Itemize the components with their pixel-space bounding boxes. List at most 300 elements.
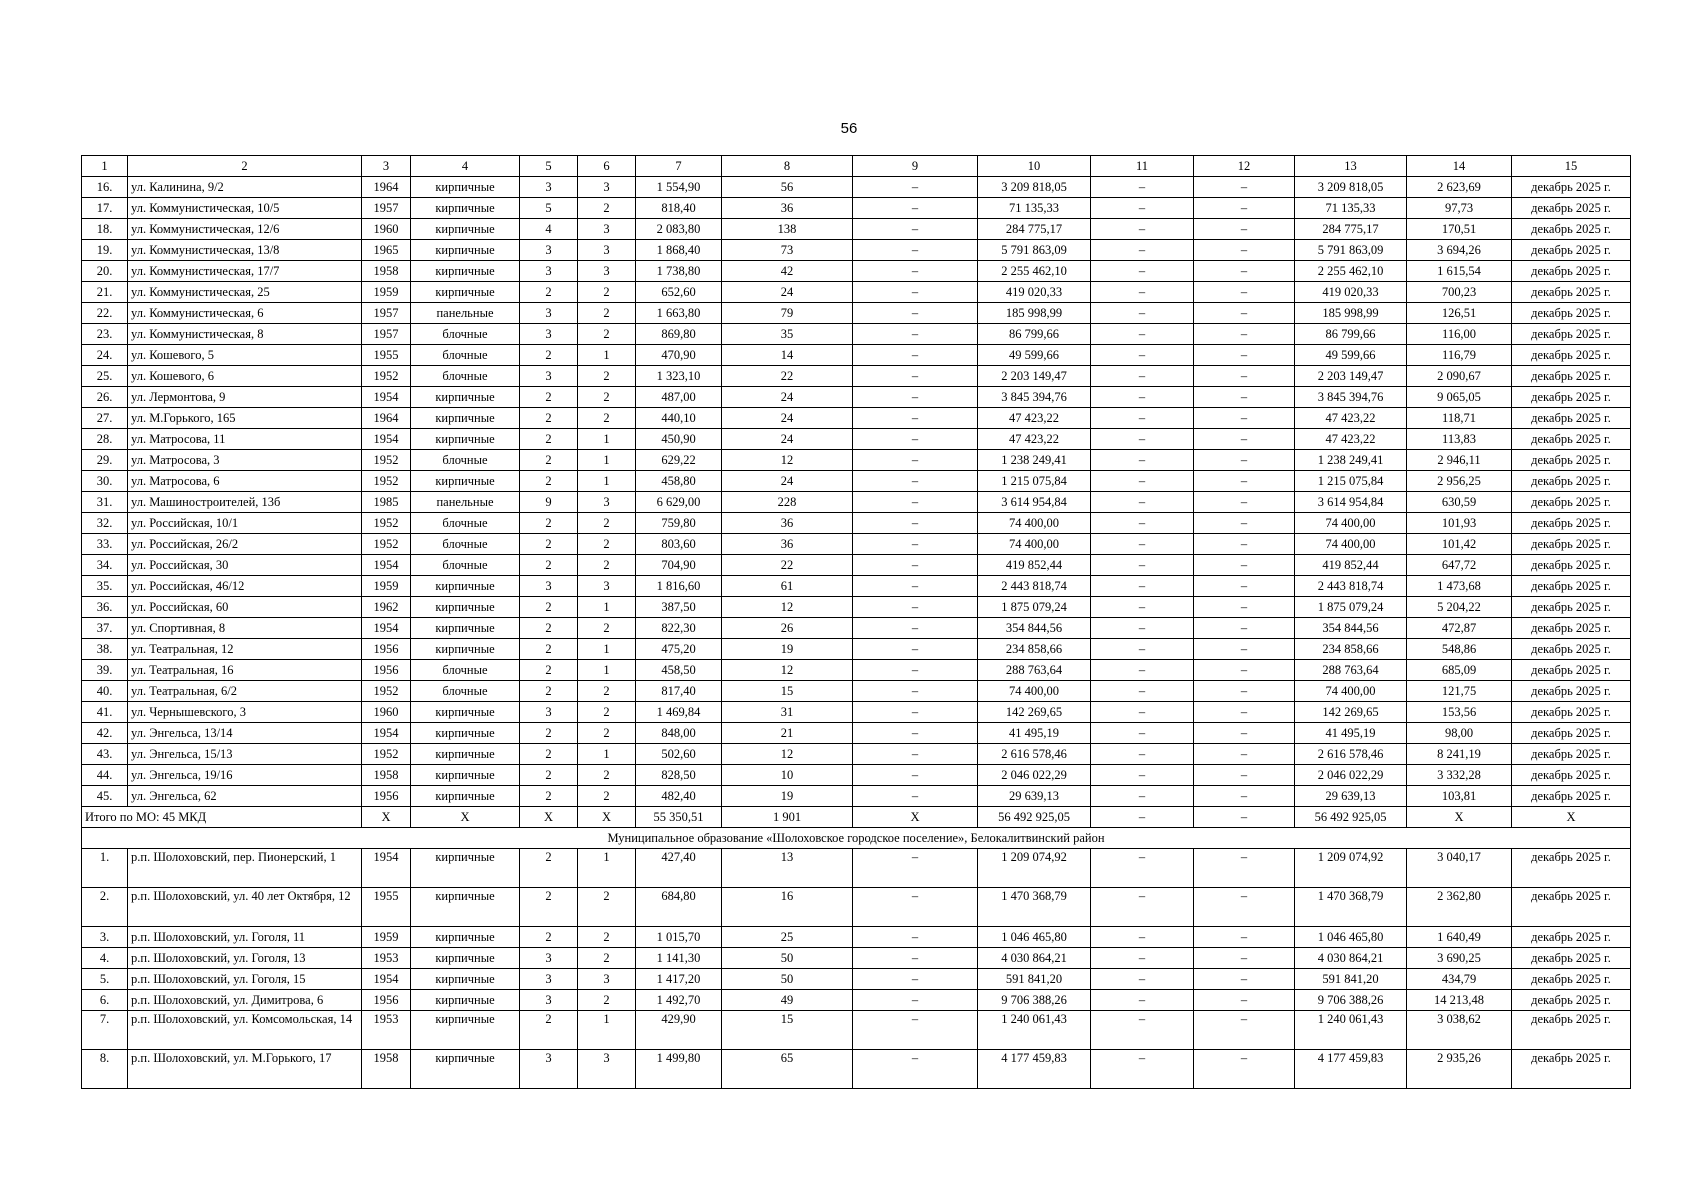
cell-residents: 36	[722, 513, 853, 534]
cell-cost-total: 354 844,56	[978, 618, 1091, 639]
cell-address: ул. Российская, 26/2	[128, 534, 362, 555]
cell-address: ул. Кошевого, 5	[128, 345, 362, 366]
cell-col-11: –	[1091, 450, 1194, 471]
cell-entrances: 2	[578, 408, 636, 429]
cell-completion-date: декабрь 2025 г.	[1512, 702, 1631, 723]
cell-completion-date: декабрь 2025 г.	[1512, 618, 1631, 639]
cell-col-11: –	[1091, 681, 1194, 702]
section-row	[82, 828, 1631, 849]
cell-cost-fund: 1 240 061,43	[1295, 1011, 1407, 1050]
cell-completion-date: декабрь 2025 г.	[1512, 969, 1631, 990]
total-cell: –	[1091, 807, 1194, 828]
cell-cost-fund: 47 423,22	[1295, 408, 1407, 429]
cell-cost-per-m2: 101,42	[1407, 534, 1512, 555]
cell-address: ул. Энгельса, 19/16	[128, 765, 362, 786]
cell-cost-total: 2 203 149,47	[978, 366, 1091, 387]
cell-cost-fund: 49 599,66	[1295, 345, 1407, 366]
cell-wall-material: кирпичные	[411, 888, 520, 927]
cell-cost-total: 3 614 954,84	[978, 492, 1091, 513]
cell-col-12: –	[1194, 1011, 1295, 1050]
cell-cost-per-m2: 2 090,67	[1407, 366, 1512, 387]
cell-row-number: 28.	[82, 429, 128, 450]
cell-wall-material: кирпичные	[411, 597, 520, 618]
cell-cost-fund: 74 400,00	[1295, 513, 1407, 534]
cell-wall-material: кирпичные	[411, 702, 520, 723]
cell-year-built: 1952	[362, 450, 411, 471]
column-header-12: 12	[1194, 156, 1295, 177]
cell-residents: 25	[722, 927, 853, 948]
cell-col-9: –	[853, 744, 978, 765]
cell-cost-total: 1 240 061,43	[978, 1011, 1091, 1050]
cell-year-built: 1955	[362, 888, 411, 927]
cell-residents: 228	[722, 492, 853, 513]
cell-address: ул. Матросова, 3	[128, 450, 362, 471]
cell-entrances: 1	[578, 345, 636, 366]
cell-cost-total: 2 046 022,29	[978, 765, 1091, 786]
cell-cost-per-m2: 170,51	[1407, 219, 1512, 240]
cell-cost-total: 4 030 864,21	[978, 948, 1091, 969]
cell-year-built: 1954	[362, 723, 411, 744]
cell-col-12: –	[1194, 513, 1295, 534]
column-header-8: 8	[722, 156, 853, 177]
cell-area: 458,50	[636, 660, 722, 681]
cell-area: 1 663,80	[636, 303, 722, 324]
cell-col-12: –	[1194, 408, 1295, 429]
cell-col-12: –	[1194, 639, 1295, 660]
cell-address: ул. Кошевого, 6	[128, 366, 362, 387]
cell-floors: 2	[520, 597, 578, 618]
cell-year-built: 1952	[362, 534, 411, 555]
cell-col-11: –	[1091, 765, 1194, 786]
cell-cost-per-m2: 116,00	[1407, 324, 1512, 345]
cell-floors: 9	[520, 492, 578, 513]
cell-row-number: 5.	[82, 969, 128, 990]
cell-cost-per-m2: 126,51	[1407, 303, 1512, 324]
cell-col-9: –	[853, 450, 978, 471]
cell-row-number: 32.	[82, 513, 128, 534]
cell-completion-date: декабрь 2025 г.	[1512, 471, 1631, 492]
cell-area: 1 738,80	[636, 261, 722, 282]
cell-col-9: –	[853, 303, 978, 324]
cell-area: 440,10	[636, 408, 722, 429]
cell-col-9: –	[853, 849, 978, 888]
cell-wall-material: кирпичные	[411, 198, 520, 219]
cell-col-12: –	[1194, 240, 1295, 261]
cell-entrances: 2	[578, 702, 636, 723]
cell-cost-per-m2: 101,93	[1407, 513, 1512, 534]
table-row	[82, 534, 1631, 555]
cell-cost-total: 2 616 578,46	[978, 744, 1091, 765]
cell-col-11: –	[1091, 849, 1194, 888]
cell-cost-total: 1 209 074,92	[978, 849, 1091, 888]
cell-floors: 3	[520, 324, 578, 345]
cell-wall-material: кирпичные	[411, 1011, 520, 1050]
cell-floors: 2	[520, 450, 578, 471]
table-row	[82, 765, 1631, 786]
cell-cost-fund: 1 238 249,41	[1295, 450, 1407, 471]
cell-address: ул. Коммунистическая, 10/5	[128, 198, 362, 219]
cell-row-number: 35.	[82, 576, 128, 597]
table-row	[82, 177, 1631, 198]
cell-floors: 2	[520, 660, 578, 681]
cell-year-built: 1954	[362, 555, 411, 576]
cell-floors: 2	[520, 786, 578, 807]
cell-wall-material: кирпичные	[411, 927, 520, 948]
cell-row-number: 29.	[82, 450, 128, 471]
cell-entrances: 1	[578, 1011, 636, 1050]
cell-col-9: –	[853, 597, 978, 618]
cell-col-11: –	[1091, 198, 1194, 219]
cell-address: р.п. Шолоховский, пер. Пионерский, 1	[128, 849, 362, 888]
cell-completion-date: декабрь 2025 г.	[1512, 492, 1631, 513]
cell-cost-total: 288 763,64	[978, 660, 1091, 681]
cell-area: 2 083,80	[636, 219, 722, 240]
cell-address: р.п. Шолоховский, ул. Гоголя, 13	[128, 948, 362, 969]
cell-address: ул. Российская, 60	[128, 597, 362, 618]
cell-col-12: –	[1194, 786, 1295, 807]
cell-cost-total: 3 845 394,76	[978, 387, 1091, 408]
cell-entrances: 1	[578, 450, 636, 471]
cell-col-11: –	[1091, 948, 1194, 969]
cell-floors: 2	[520, 618, 578, 639]
cell-area: 470,90	[636, 345, 722, 366]
cell-address: р.п. Шолоховский, ул. Гоголя, 11	[128, 927, 362, 948]
cell-area: 1 868,40	[636, 240, 722, 261]
table-row	[82, 618, 1631, 639]
cell-residents: 26	[722, 618, 853, 639]
cell-completion-date: декабрь 2025 г.	[1512, 765, 1631, 786]
cell-address: ул. Российская, 10/1	[128, 513, 362, 534]
cell-completion-date: декабрь 2025 г.	[1512, 888, 1631, 927]
cell-entrances: 1	[578, 639, 636, 660]
cell-row-number: 19.	[82, 240, 128, 261]
cell-row-number: 33.	[82, 534, 128, 555]
cell-residents: 19	[722, 786, 853, 807]
cell-row-number: 2.	[82, 888, 128, 927]
cell-area: 1 816,60	[636, 576, 722, 597]
cell-col-12: –	[1194, 849, 1295, 888]
cell-address: ул. Энгельса, 15/13	[128, 744, 362, 765]
cell-entrances: 1	[578, 597, 636, 618]
cell-entrances: 2	[578, 198, 636, 219]
cell-wall-material: кирпичные	[411, 177, 520, 198]
cell-row-number: 38.	[82, 639, 128, 660]
cell-cost-fund: 4 030 864,21	[1295, 948, 1407, 969]
cell-row-number: 8.	[82, 1050, 128, 1089]
cell-year-built: 1960	[362, 219, 411, 240]
cell-cost-per-m2: 121,75	[1407, 681, 1512, 702]
cell-row-number: 7.	[82, 1011, 128, 1050]
cell-area: 1 469,84	[636, 702, 722, 723]
cell-col-9: –	[853, 576, 978, 597]
total-cell: X	[853, 807, 978, 828]
cell-completion-date: декабрь 2025 г.	[1512, 513, 1631, 534]
cell-col-9: –	[853, 618, 978, 639]
cell-cost-fund: 74 400,00	[1295, 534, 1407, 555]
cell-col-11: –	[1091, 408, 1194, 429]
cell-entrances: 3	[578, 240, 636, 261]
cell-residents: 16	[722, 888, 853, 927]
cell-row-number: 4.	[82, 948, 128, 969]
cell-address: ул. Спортивная, 8	[128, 618, 362, 639]
cell-area: 803,60	[636, 534, 722, 555]
cell-row-number: 1.	[82, 849, 128, 888]
table-row	[82, 219, 1631, 240]
table-body	[82, 156, 1631, 1089]
cell-residents: 13	[722, 849, 853, 888]
cell-cost-fund: 288 763,64	[1295, 660, 1407, 681]
cell-area: 502,60	[636, 744, 722, 765]
cell-col-12: –	[1194, 261, 1295, 282]
cell-area: 1 492,70	[636, 990, 722, 1011]
cell-address: ул. Коммунистическая, 8	[128, 324, 362, 345]
cell-col-11: –	[1091, 639, 1194, 660]
cell-area: 1 323,10	[636, 366, 722, 387]
cell-floors: 3	[520, 1050, 578, 1089]
cell-wall-material: блочные	[411, 366, 520, 387]
cell-residents: 12	[722, 597, 853, 618]
cell-cost-total: 1 470 368,79	[978, 888, 1091, 927]
cell-floors: 2	[520, 471, 578, 492]
cell-cost-per-m2: 1 640,49	[1407, 927, 1512, 948]
table-row	[82, 849, 1631, 888]
cell-col-11: –	[1091, 1050, 1194, 1089]
cell-row-number: 27.	[82, 408, 128, 429]
cell-entrances: 2	[578, 555, 636, 576]
table-row	[82, 303, 1631, 324]
cell-floors: 5	[520, 198, 578, 219]
cell-cost-fund: 234 858,66	[1295, 639, 1407, 660]
cell-col-11: –	[1091, 969, 1194, 990]
total-cell: X	[1407, 807, 1512, 828]
cell-cost-total: 47 423,22	[978, 429, 1091, 450]
cell-col-11: –	[1091, 177, 1194, 198]
cell-residents: 73	[722, 240, 853, 261]
total-cell: X	[520, 807, 578, 828]
cell-address: ул. М.Горького, 165	[128, 408, 362, 429]
cell-area: 487,00	[636, 387, 722, 408]
cell-col-9: –	[853, 471, 978, 492]
cell-row-number: 45.	[82, 786, 128, 807]
cell-cost-fund: 71 135,33	[1295, 198, 1407, 219]
cell-cost-per-m2: 8 241,19	[1407, 744, 1512, 765]
cell-col-12: –	[1194, 660, 1295, 681]
cell-col-12: –	[1194, 948, 1295, 969]
cell-col-11: –	[1091, 219, 1194, 240]
cell-year-built: 1952	[362, 366, 411, 387]
cell-cost-per-m2: 548,86	[1407, 639, 1512, 660]
cell-completion-date: декабрь 2025 г.	[1512, 450, 1631, 471]
cell-row-number: 6.	[82, 990, 128, 1011]
cell-residents: 50	[722, 948, 853, 969]
cell-col-11: –	[1091, 723, 1194, 744]
cell-cost-total: 185 998,99	[978, 303, 1091, 324]
cell-completion-date: декабрь 2025 г.	[1512, 282, 1631, 303]
cell-area: 450,90	[636, 429, 722, 450]
cell-floors: 2	[520, 1011, 578, 1050]
cell-residents: 24	[722, 282, 853, 303]
cell-col-9: –	[853, 429, 978, 450]
cell-area: 387,50	[636, 597, 722, 618]
cell-year-built: 1957	[362, 324, 411, 345]
cell-cost-fund: 5 791 863,09	[1295, 240, 1407, 261]
cell-residents: 65	[722, 1050, 853, 1089]
cell-cost-fund: 2 203 149,47	[1295, 366, 1407, 387]
cell-col-11: –	[1091, 1011, 1194, 1050]
cell-cost-per-m2: 1 473,68	[1407, 576, 1512, 597]
table-row	[82, 471, 1631, 492]
cell-cost-fund: 1 470 368,79	[1295, 888, 1407, 927]
cell-address: ул. Матросова, 6	[128, 471, 362, 492]
cell-col-9: –	[853, 219, 978, 240]
cell-cost-per-m2: 116,79	[1407, 345, 1512, 366]
cell-cost-total: 74 400,00	[978, 681, 1091, 702]
cell-entrances: 2	[578, 282, 636, 303]
cell-floors: 3	[520, 261, 578, 282]
cell-row-number: 30.	[82, 471, 128, 492]
table-row	[82, 198, 1631, 219]
cell-year-built: 1955	[362, 345, 411, 366]
cell-area: 652,60	[636, 282, 722, 303]
cell-year-built: 1952	[362, 471, 411, 492]
cell-row-number: 25.	[82, 366, 128, 387]
cell-col-9: –	[853, 702, 978, 723]
cell-row-number: 22.	[82, 303, 128, 324]
cell-year-built: 1962	[362, 597, 411, 618]
cell-address: р.п. Шолоховский, ул. Гоголя, 15	[128, 969, 362, 990]
cell-col-11: –	[1091, 324, 1194, 345]
cell-entrances: 3	[578, 576, 636, 597]
cell-cost-per-m2: 434,79	[1407, 969, 1512, 990]
cell-col-12: –	[1194, 576, 1295, 597]
cell-cost-per-m2: 630,59	[1407, 492, 1512, 513]
cell-cost-per-m2: 153,56	[1407, 702, 1512, 723]
cell-floors: 3	[520, 948, 578, 969]
table-row	[82, 969, 1631, 990]
cell-wall-material: кирпичные	[411, 786, 520, 807]
total-cell: 55 350,51	[636, 807, 722, 828]
cell-year-built: 1957	[362, 303, 411, 324]
cell-cost-fund: 1 209 074,92	[1295, 849, 1407, 888]
table-row	[82, 387, 1631, 408]
cell-cost-per-m2: 2 362,80	[1407, 888, 1512, 927]
cell-wall-material: кирпичные	[411, 1050, 520, 1089]
cell-entrances: 2	[578, 681, 636, 702]
cell-year-built: 1956	[362, 786, 411, 807]
cell-year-built: 1956	[362, 639, 411, 660]
cell-cost-fund: 3 614 954,84	[1295, 492, 1407, 513]
cell-cost-total: 74 400,00	[978, 534, 1091, 555]
cell-year-built: 1954	[362, 387, 411, 408]
cell-residents: 12	[722, 660, 853, 681]
cell-row-number: 42.	[82, 723, 128, 744]
cell-completion-date: декабрь 2025 г.	[1512, 408, 1631, 429]
cell-address: ул. Машиностроителей, 13б	[128, 492, 362, 513]
cell-cost-fund: 419 020,33	[1295, 282, 1407, 303]
cell-cost-fund: 354 844,56	[1295, 618, 1407, 639]
cell-floors: 2	[520, 765, 578, 786]
total-label: Итого по МО: 45 МКД	[82, 807, 362, 828]
cell-completion-date: декабрь 2025 г.	[1512, 261, 1631, 282]
cell-cost-total: 591 841,20	[978, 969, 1091, 990]
cell-col-12: –	[1194, 345, 1295, 366]
cell-cost-per-m2: 14 213,48	[1407, 990, 1512, 1011]
cell-floors: 3	[520, 990, 578, 1011]
cell-floors: 2	[520, 429, 578, 450]
cell-cost-total: 2 443 818,74	[978, 576, 1091, 597]
cell-col-11: –	[1091, 261, 1194, 282]
cell-residents: 22	[722, 555, 853, 576]
cell-col-12: –	[1194, 888, 1295, 927]
cell-entrances: 2	[578, 366, 636, 387]
table-row	[82, 597, 1631, 618]
cell-entrances: 2	[578, 765, 636, 786]
cell-residents: 14	[722, 345, 853, 366]
cell-floors: 2	[520, 744, 578, 765]
cell-col-12: –	[1194, 969, 1295, 990]
cell-col-12: –	[1194, 723, 1295, 744]
cell-entrances: 2	[578, 513, 636, 534]
cell-floors: 2	[520, 927, 578, 948]
cell-cost-fund: 1 215 075,84	[1295, 471, 1407, 492]
cell-area: 1 554,90	[636, 177, 722, 198]
cell-col-12: –	[1194, 990, 1295, 1011]
cell-wall-material: кирпичные	[411, 471, 520, 492]
cell-wall-material: кирпичные	[411, 219, 520, 240]
cell-row-number: 3.	[82, 927, 128, 948]
cell-cost-total: 47 423,22	[978, 408, 1091, 429]
cell-year-built: 1952	[362, 744, 411, 765]
cell-row-number: 37.	[82, 618, 128, 639]
cell-col-9: –	[853, 492, 978, 513]
cell-completion-date: декабрь 2025 г.	[1512, 660, 1631, 681]
cell-cost-total: 4 177 459,83	[978, 1050, 1091, 1089]
cell-area: 6 629,00	[636, 492, 722, 513]
cell-year-built: 1959	[362, 927, 411, 948]
cell-completion-date: декабрь 2025 г.	[1512, 198, 1631, 219]
cell-cost-fund: 2 443 818,74	[1295, 576, 1407, 597]
cell-cost-per-m2: 9 065,05	[1407, 387, 1512, 408]
cell-col-9: –	[853, 345, 978, 366]
cell-cost-fund: 29 639,13	[1295, 786, 1407, 807]
cell-cost-fund: 4 177 459,83	[1295, 1050, 1407, 1089]
cell-col-12: –	[1194, 282, 1295, 303]
cell-col-11: –	[1091, 786, 1194, 807]
cell-col-9: –	[853, 282, 978, 303]
cell-wall-material: кирпичные	[411, 744, 520, 765]
cell-address: ул. Матросова, 11	[128, 429, 362, 450]
cell-floors: 3	[520, 303, 578, 324]
cell-cost-per-m2: 685,09	[1407, 660, 1512, 681]
table-row	[82, 1011, 1631, 1050]
cell-cost-total: 86 799,66	[978, 324, 1091, 345]
cell-col-12: –	[1194, 534, 1295, 555]
cell-address: ул. Театральная, 6/2	[128, 681, 362, 702]
cell-cost-total: 74 400,00	[978, 513, 1091, 534]
cell-floors: 2	[520, 387, 578, 408]
cell-col-11: –	[1091, 240, 1194, 261]
cell-floors: 2	[520, 513, 578, 534]
table-row	[82, 324, 1631, 345]
cell-address: ул. Лермонтова, 9	[128, 387, 362, 408]
column-header-4: 4	[411, 156, 520, 177]
cell-col-9: –	[853, 198, 978, 219]
cell-residents: 12	[722, 450, 853, 471]
cell-col-11: –	[1091, 576, 1194, 597]
cell-cost-fund: 41 495,19	[1295, 723, 1407, 744]
cell-cost-per-m2: 2 946,11	[1407, 450, 1512, 471]
cell-year-built: 1959	[362, 282, 411, 303]
